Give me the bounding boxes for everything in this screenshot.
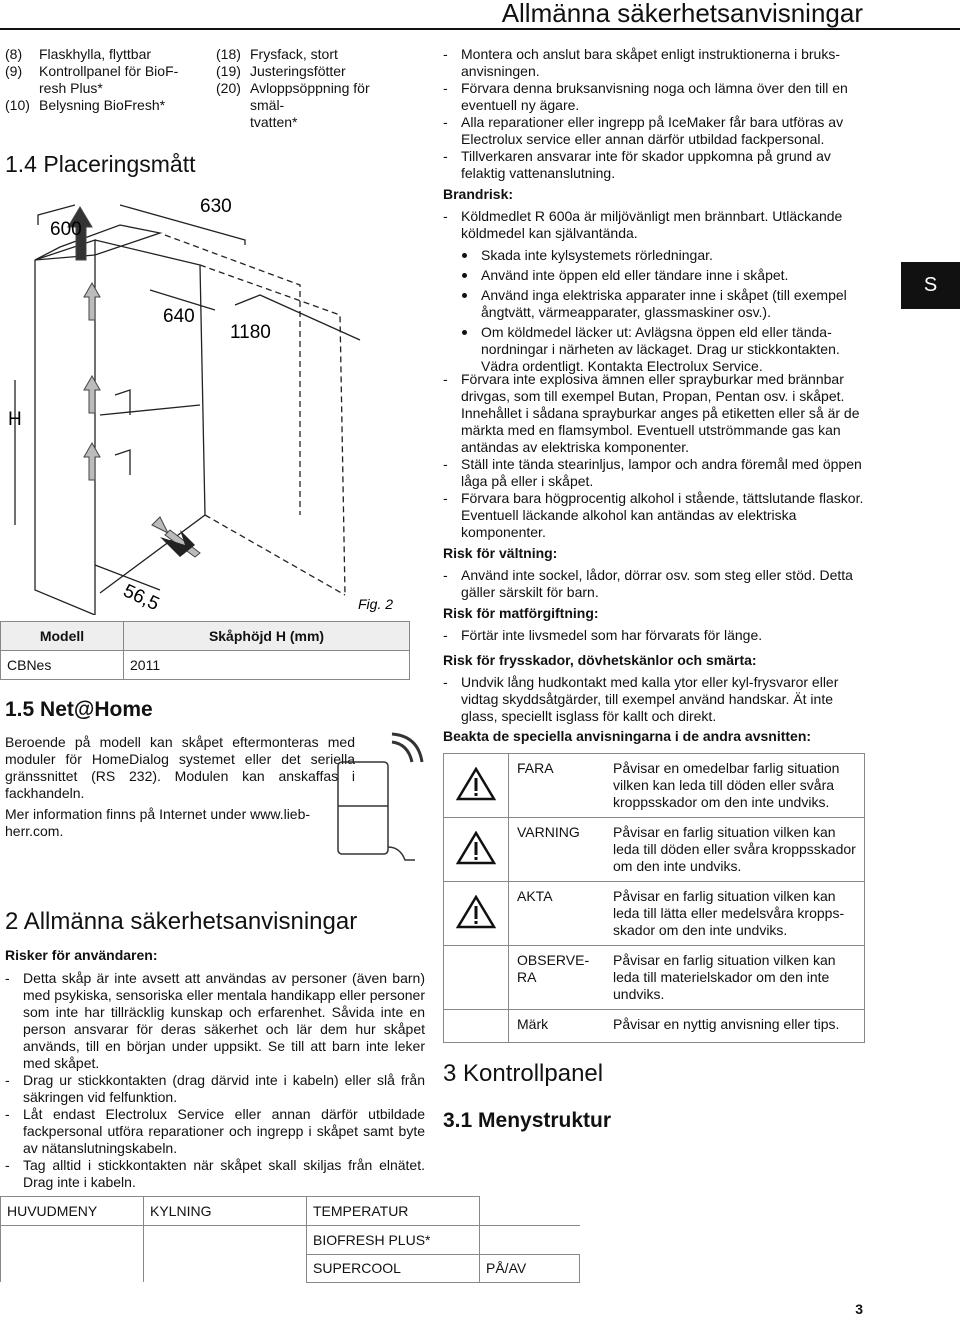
legend-num: (9)	[5, 63, 23, 79]
risks-heading: Risker för användaren:	[5, 947, 158, 963]
table-cell: 2011	[124, 651, 410, 680]
list-item: Låt endast Electrolux Service eller annan därför utbildade fackpersonal utföra reparationer och ingrepp i skåpet samt byte av nätanslutningskabeln.	[23, 1106, 425, 1156]
warning-triangle-icon	[444, 754, 509, 818]
menu-cell: BIOFRESH PLUS*	[307, 1226, 480, 1255]
legend-text: Belysning BioFresh*	[39, 97, 166, 113]
page-number: 3	[855, 1301, 863, 1317]
list-item: Förtär inte livsmedel som har förvarats för länge.	[461, 627, 763, 643]
bullet-item: Skada inte kylsystemets rörledningar.	[481, 247, 713, 263]
section-3-title: 3 Kontrollpanel	[443, 1060, 604, 1087]
bullet-icon	[459, 247, 481, 264]
bullet-icon	[459, 324, 481, 375]
header-rule	[0, 28, 960, 30]
table-cell: CBNes	[1, 651, 124, 680]
legend-num: (18)	[216, 46, 241, 62]
menu-cell: SUPERCOOL	[307, 1254, 480, 1282]
figure-caption: Fig. 2	[358, 596, 394, 612]
language-tab: S	[901, 262, 960, 309]
signal-desc: Påvisar en nyttig anvisning eller tips.	[605, 1010, 865, 1043]
signal-desc: Påvisar en farlig situation vilken kan leda till lätta eller medelsvåra kroppsskador om den inte undviks.	[605, 882, 865, 946]
signal-word: OBSERVERA	[509, 946, 606, 1010]
frost-heading: Risk för frysskador, dövhetskänlor och smärta:	[443, 652, 757, 668]
signal-word: Märk	[509, 1010, 606, 1043]
bullet-item: Om köldmedel läcker ut: Avlägsna öppen eld eller tändanordningar i närheten av läckaget. Drag ur stickkontakten. Vädra ordentligt. Kontakta Electrolux Service.	[481, 324, 840, 374]
food-list: - Förtär inte livsmedel som har förvarats för länge.	[443, 627, 763, 643]
section-3-1-title: 3.1 Menystruktur	[443, 1109, 612, 1132]
food-heading: Risk för matförgiftning:	[443, 605, 599, 621]
list-item: Undvik lång hudkontakt med kalla ytor eller kyl-frysvaror eller vidtag skyddsåtgärder, till exempel använd handskar. Ät inte glass, speciellt isglass för kallt och direkt.	[461, 674, 839, 724]
signal-desc: Påvisar en farlig situation vilken kan leda till döden eller svåra kroppsskador om den inte undviks.	[605, 818, 865, 882]
fridge-wireless-icon	[330, 732, 425, 872]
signal-word: FARA	[509, 754, 606, 818]
legend-right	[216, 46, 406, 131]
list-item: Alla reparationer eller ingrepp på IceMaker får bara utföras av Electrolux service eller annan därför utbildad fackpersonal.	[461, 114, 844, 147]
list-item: Montera och anslut bara skåpet enligt instruktionerna i bruksanvisningen.	[461, 46, 840, 79]
brandrisk-bullets	[459, 247, 865, 375]
list-item: Förvara bara högprocentig alkohol i stående, tättslutande flaskor. Eventuell läckande alkohol kan antändas av elektriska komponenter.	[461, 490, 864, 540]
tipping-list: - Använd inte sockel, lådor, dörrar osv. som steg eller stöd. Detta gäller särskilt för barn.	[443, 567, 865, 601]
signal-word: AKTA	[509, 882, 606, 946]
bullet-icon	[459, 267, 481, 284]
dim-640: 640	[163, 306, 195, 327]
legend-num: (10)	[5, 97, 30, 113]
brandrisk-item: - Köldmedlet R 600a är miljövänligt men brännbart. Utläckande köldmedel kan självantända.	[443, 208, 865, 242]
tipping-heading: Risk för vältning:	[443, 545, 558, 561]
net-home-paragraph: Beroende på modell kan skåpet eftermonteras med moduler för HomeDialog systemet eller det seriella gränssnittet (RS 232). Modulen kan anskaffas i fackhandeln.	[5, 734, 355, 801]
bullet-item: Använd inga elektriska apparater inne i skåpet (till exempel ångtvätt, värmeapparater, glassmaskiner osv.).	[481, 287, 847, 320]
legend-text: Frysfack, stort	[250, 46, 338, 62]
bullet-icon	[459, 287, 481, 321]
warning-triangle-icon	[444, 818, 509, 882]
signal-words-table	[443, 753, 865, 1043]
frost-list: - Undvik lång hudkontakt med kalla ytor eller kyl-frysvaror eller vidtag skyddsåtgärder, till exempel använd handskar. Ät inte glass, speciellt isglass för kallt och direkt.	[443, 674, 865, 725]
signal-desc: Påvisar en omedelbar farlig situation vilken kan leda till döden eller svåra kroppsskador om den inte undviks.	[605, 754, 865, 818]
legend-text: Avloppsöppning för smäl-	[250, 80, 370, 113]
legend-num	[5, 80, 39, 97]
list-item: Förvara denna bruksanvisning noga och lämna över den till en eventuell ny ägare.	[461, 80, 848, 113]
list-item: Ställ inte tända stearinljus, lampor och andra föremål med öppen låga på eller i skåpet.	[461, 456, 862, 489]
legend-text: Justeringsfötter	[250, 63, 346, 79]
table-header: Skåphöjd H (mm)	[124, 622, 410, 651]
list-item: Köldmedlet R 600a är miljövänligt men brännbart. Utläckande köldmedel kan självantända.	[461, 208, 843, 241]
net-home-info: Mer information finns på Internet under www.liebherr.com.	[5, 806, 311, 839]
table-header: Modell	[1, 622, 124, 651]
menu-cell: KYLNING	[144, 1197, 307, 1226]
list-item: Tillverkaren ansvarar inte för skador uppkomna på grund av felaktig vattenanslutning.	[461, 148, 831, 181]
list-item: Använd inte sockel, lådor, dörrar osv. som steg eller stöd. Detta gäller särskilt för barn.	[461, 567, 853, 600]
model-height-table	[0, 621, 410, 680]
section-2-title: 2 Allmänna säkerhetsanvisningar	[5, 908, 358, 935]
list-item: Drag ur stickkontakten (drag därvid inte i kabeln) eller slå från säkringen vid felfunktion.	[23, 1072, 425, 1105]
legend-text: tvatten*	[250, 114, 298, 130]
signal-desc: Påvisar en farlig situation vilken kan leda till materielskador om den inte undviks.	[605, 946, 865, 1010]
warning-triangle-icon	[444, 882, 509, 946]
legend-text: Flaskhylla, flyttbar	[39, 46, 152, 62]
legend-text: resh Plus*	[39, 80, 103, 96]
section-1-4-title: 1.4 Placeringsmått	[5, 151, 196, 177]
legend-num: (20)	[216, 80, 241, 96]
brandrisk-items-after: - Förvara inte explosiva ämnen eller sprayburkar med brännbar drivgas, som till exempel Butan, Propan, Pentan osv. i skåpet. Innehållet i sådana sprayburkar anges på etiketten eller så är de märkta med en flamsymbol. Eventuell utströmmande gas kan antändas av elektriska komponenter. - Ställ inte tända stearinljus, lampor och andra föremål med öppen låga på eller i skåpet. - Förvara bara högprocentig alkohol i stående, tättslutande flaskor. Eventuell läckande alkohol kan antändas av elektriska komponenter.	[443, 371, 864, 540]
list-item: Förvara inte explosiva ämnen eller sprayburkar med brännbar drivgas, som till exempel Butan, Propan, Pentan osv. i skåpet. Innehållet i sådana sprayburkar anges på etiketten eller så är de märkta med en flamsymbol. Eventuell utströmmande gas kan antändas av elektriska komponenter.	[461, 371, 860, 455]
brandrisk-heading: Brandrisk:	[443, 186, 514, 202]
right-top-list: - Montera och anslut bara skåpet enligt instruktionerna i bruksanvisningen. - Förvara denna bruksanvisning noga och lämna över den till en eventuell ny ägare. - Alla reparationer eller ingrepp på IceMaker får bara utföras av Electrolux service eller annan därför utbildad fackpersonal. - Tillverkaren ansvarar inte för skador uppkomna på grund av felaktig vattenanslutning.	[443, 46, 865, 182]
legend-left	[5, 46, 210, 114]
legend-num: (8)	[5, 46, 23, 62]
list-item: Tag alltid i stickkontakten när skåpet skall skiljas från elnätet. Drag inte i kabeln.	[23, 1157, 425, 1190]
risks-list: - Detta skåp är inte avsett att användas av personer (även barn) med psykiska, sensoriska eller mentala handikapp eller personer som inte har tillräcklig kunskap och erfarenhet. Såvida inte en person ansvarar för deras säkerhet och lär dem hur skåpet används, till en början under uppsikt. Se till att barn inte leker med skåpet. - Drag ur stickkontakten (drag därvid inte i kabeln) eller slå från säkringen vid felfunktion. - Låt endast Electrolux Service eller annan därför utbildade fackpersonal utföra reparationer och ingrepp i skåpet samt byte av nätanslutningskabeln. - Tag alltid i stickkontakten när skåpet skall skiljas från elnätet. Drag inte i kabeln.	[5, 970, 425, 1190]
signal-heading: Beakta de speciella anvisningarna i de andra avsnitten:	[443, 728, 812, 744]
legend-num	[216, 114, 250, 131]
menu-cell: HUVUDMENY	[1, 1197, 144, 1226]
list-item: Detta skåp är inte avsett att användas av personer (även barn) med psykiska, sensoriska eller mentala handikapp eller personer som inte har tillräcklig kunskap och erfarenhet. Såvida inte en person ansvarar för deras säkerhet och lär dem hur skåpet används, till en början under uppsikt. Se till att barn inte leker med skåpet.	[23, 970, 425, 1071]
legend-text: Kontrollpanel för BioF-	[39, 63, 179, 79]
signal-word: VARNING	[509, 818, 606, 882]
fridge-dimensions-figure	[0, 185, 415, 615]
dim-56-5: 56,5	[119, 580, 163, 615]
menu-cell: TEMPERATUR	[307, 1197, 480, 1226]
page-header-title: Allmänna säkerhetsanvisningar	[501, 0, 863, 28]
dim-h: H	[8, 409, 22, 430]
menu-structure-table	[0, 1196, 580, 1283]
section-1-5-title: 1.5 Net@Home	[5, 698, 153, 721]
dim-1180: 1180	[230, 322, 271, 343]
dim-630: 630	[200, 196, 232, 217]
bullet-item: Använd inte öppen eld eller tändare inne i skåpet.	[481, 267, 789, 283]
legend-num: (19)	[216, 63, 241, 79]
dim-600: 600	[50, 219, 82, 240]
menu-cell: PÅ/AV	[480, 1254, 580, 1282]
